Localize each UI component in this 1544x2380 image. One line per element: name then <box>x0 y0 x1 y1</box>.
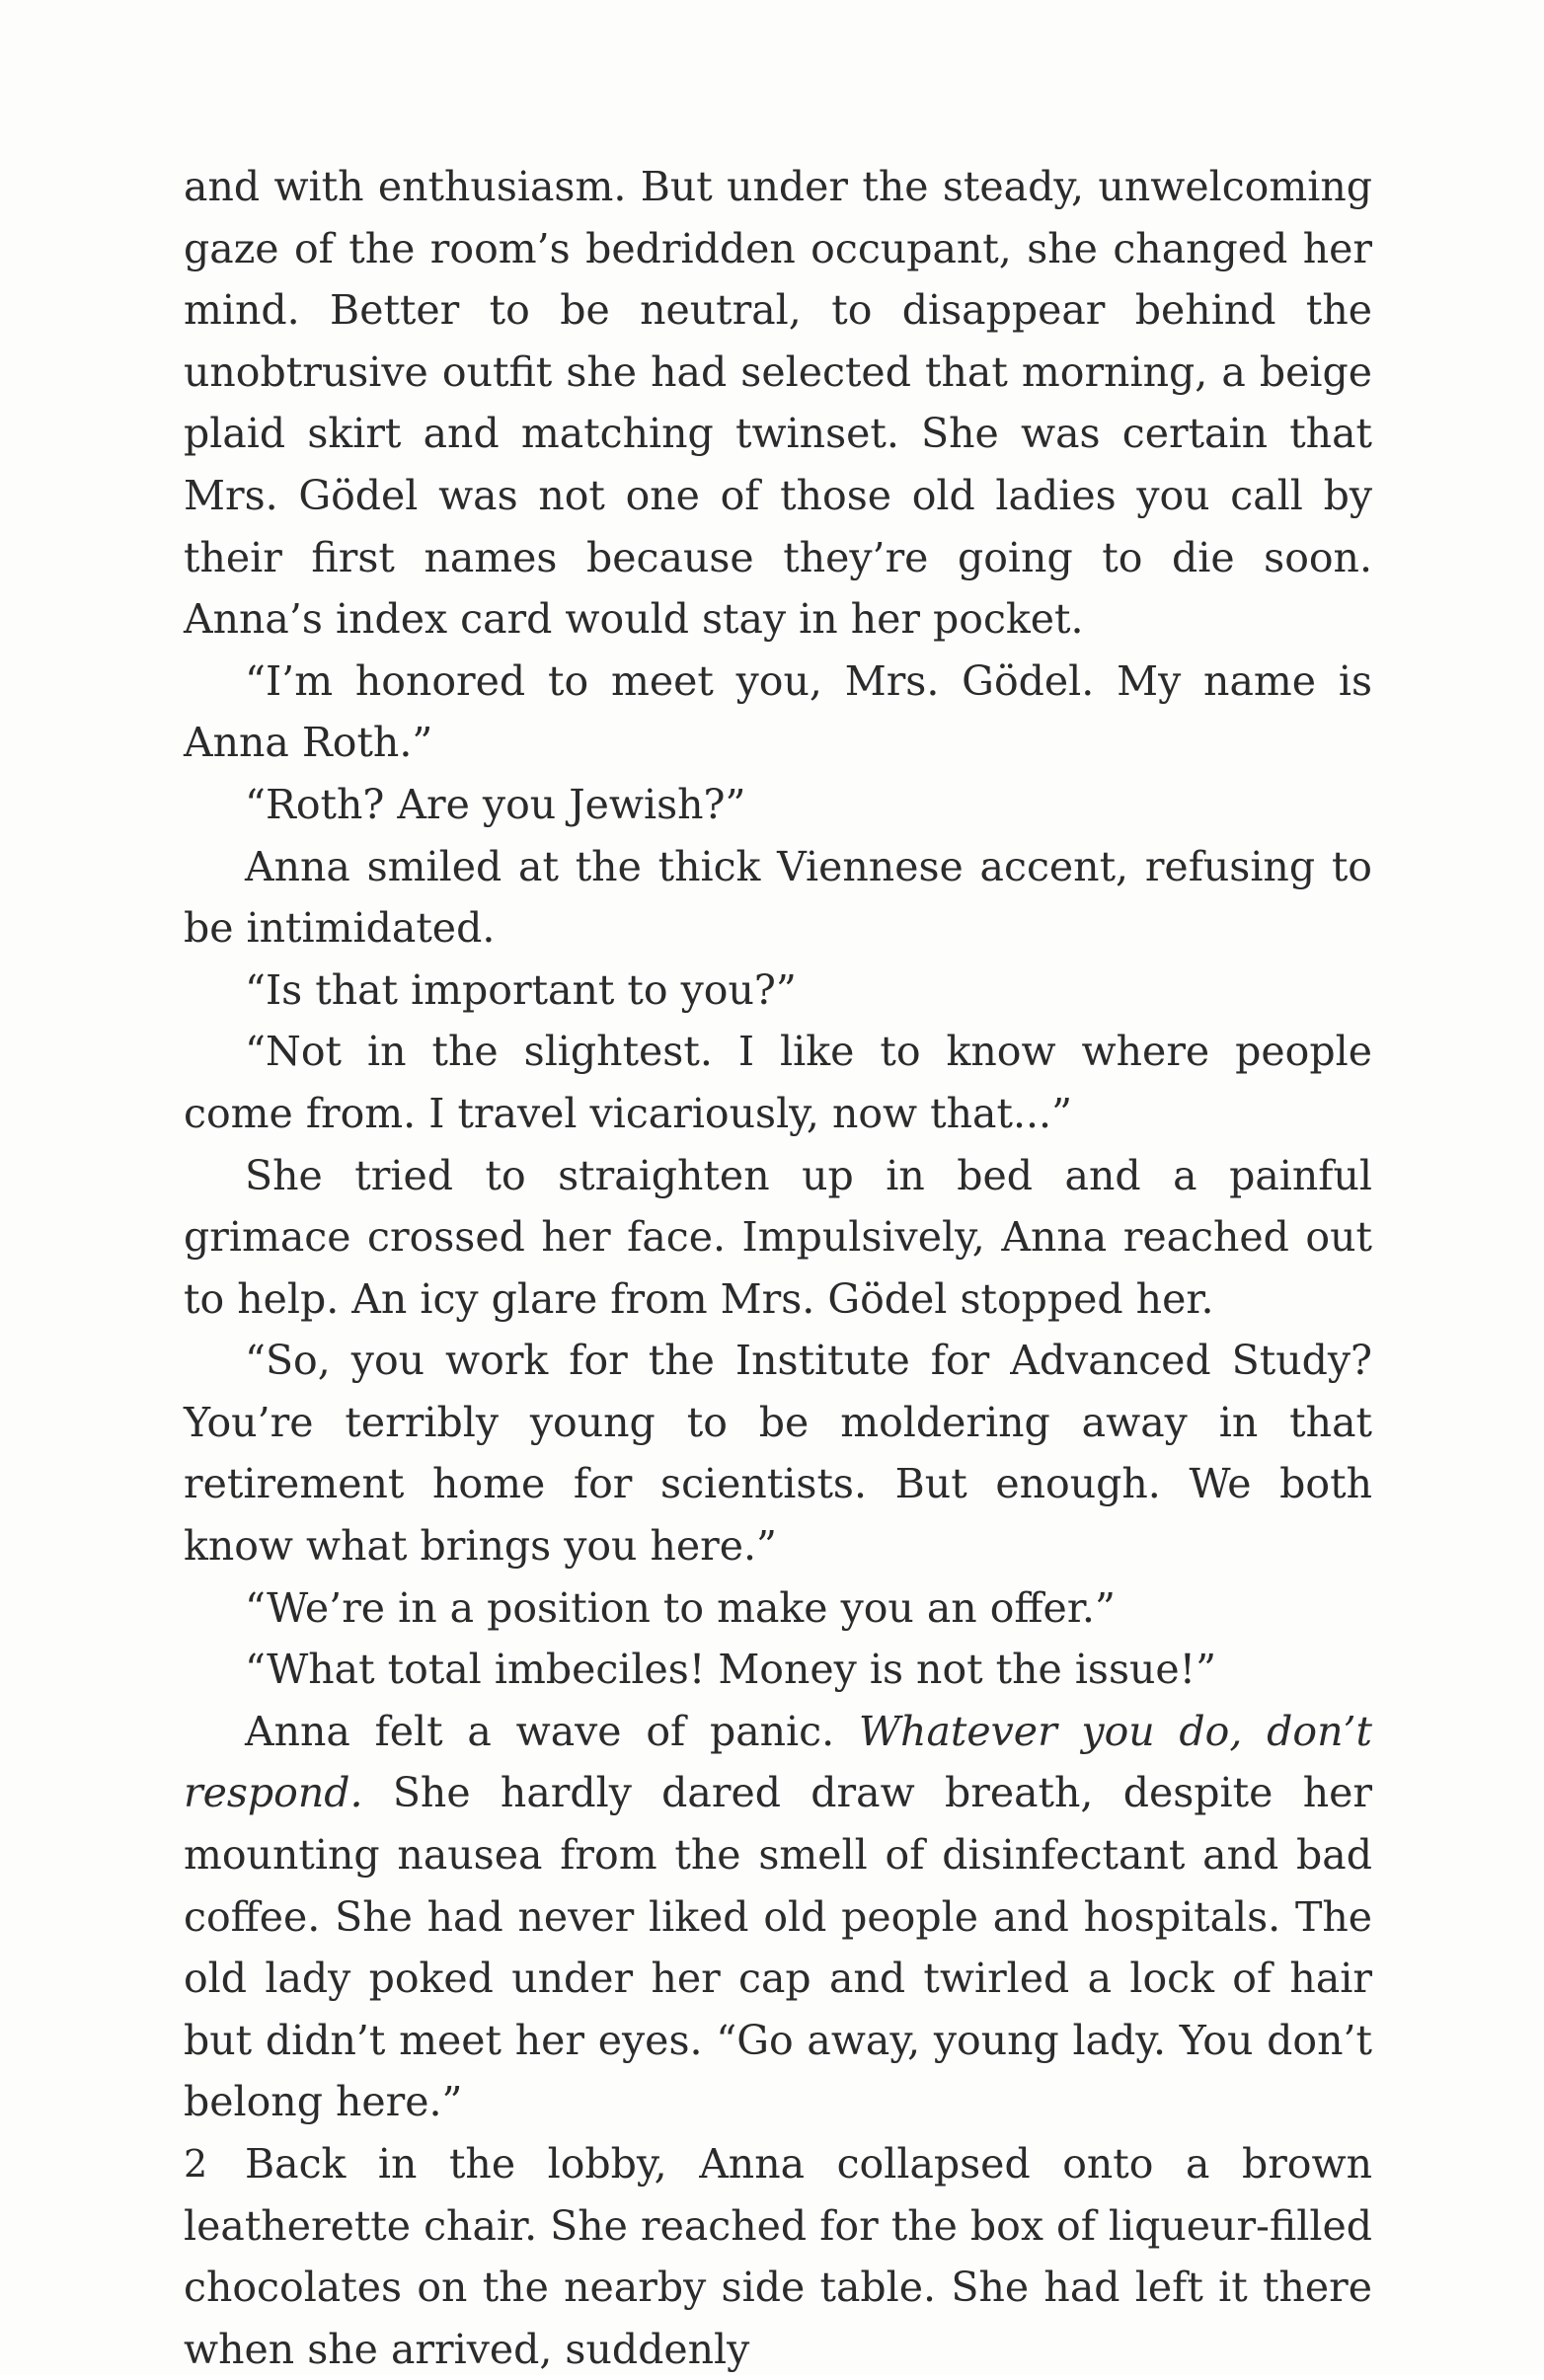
body-text <box>184 156 1372 2380</box>
paragraph-dialogue-offer: “We’re in a position to make you an offer.” <box>245 1583 1116 1632</box>
paragraph-dialogue-roth: “Roth? Are you Jewish?” <box>245 780 746 828</box>
panic-rest: She hardly dared draw breath, despite her mounting nausea from the smell of disinfectant and bad coffee. She had never liked old people and hospitals. The old lady poked under her cap and twirled a lock of hair but didn’t meet her eyes. “Go away, young lady. You don’t belong here.” <box>184 1769 1372 2126</box>
paragraph-continued: and with enthusiasm. But under the steady, unwelcoming gaze of the room’s bedridden occupant, she changed her mind. Better to be neutral, to disappear behind the unobtrusive outfit she had selected that morning, a beige plaid skirt and matching twinset. She was certain that Mrs. Gödel was not one of those old ladies you call by their first names because they’re going to die soon. Anna’s index card would stay in her pocket. <box>184 163 1372 644</box>
paragraph-dialogue-imbeciles: “What total imbeciles! Money is not the issue!” <box>245 1646 1217 1694</box>
paragraph-grimace: She tried to straighten up in bed and a painful grimace crossed her face. Impulsively, Anna reached out to help. An icy glare from Mrs. Gödel stopped her. <box>184 1151 1372 1323</box>
paragraph-dialogue-slightest: “Not in the slightest. I like to know where people come from. I travel vicariously, now that...” <box>184 1028 1372 1137</box>
panic-italic: Whatever you do, don’t respond. <box>184 1707 1372 1817</box>
paragraph-lobby: Back in the lobby, Anna collapsed onto a brown leatherette chair. She reached for the box of liqueur-filled chocolates on the nearby side table. She had left it there when she arrived, suddenly <box>184 2140 1372 2373</box>
paragraph-accent: Anna smiled at the thick Viennese accent, refusing to be intimidated. <box>184 842 1372 953</box>
panic-lead: Anna felt a wave of panic. <box>245 1707 859 1755</box>
paragraph-dialogue-honored: “I’m honored to meet you, Mrs. Gödel. My name is Anna Roth.” <box>184 656 1372 767</box>
paragraph-dialogue-institute: “So, you work for the Institute for Advanced Study? You’re terribly young to be moldering away in that retirement home for scientists. But enough. We both know what brings you here.” <box>184 1337 1372 1571</box>
paragraph-dialogue-important: “Is that important to you?” <box>245 965 797 1014</box>
paragraph-panic <box>184 1701 1372 2133</box>
page-number: 2 <box>184 2142 208 2186</box>
